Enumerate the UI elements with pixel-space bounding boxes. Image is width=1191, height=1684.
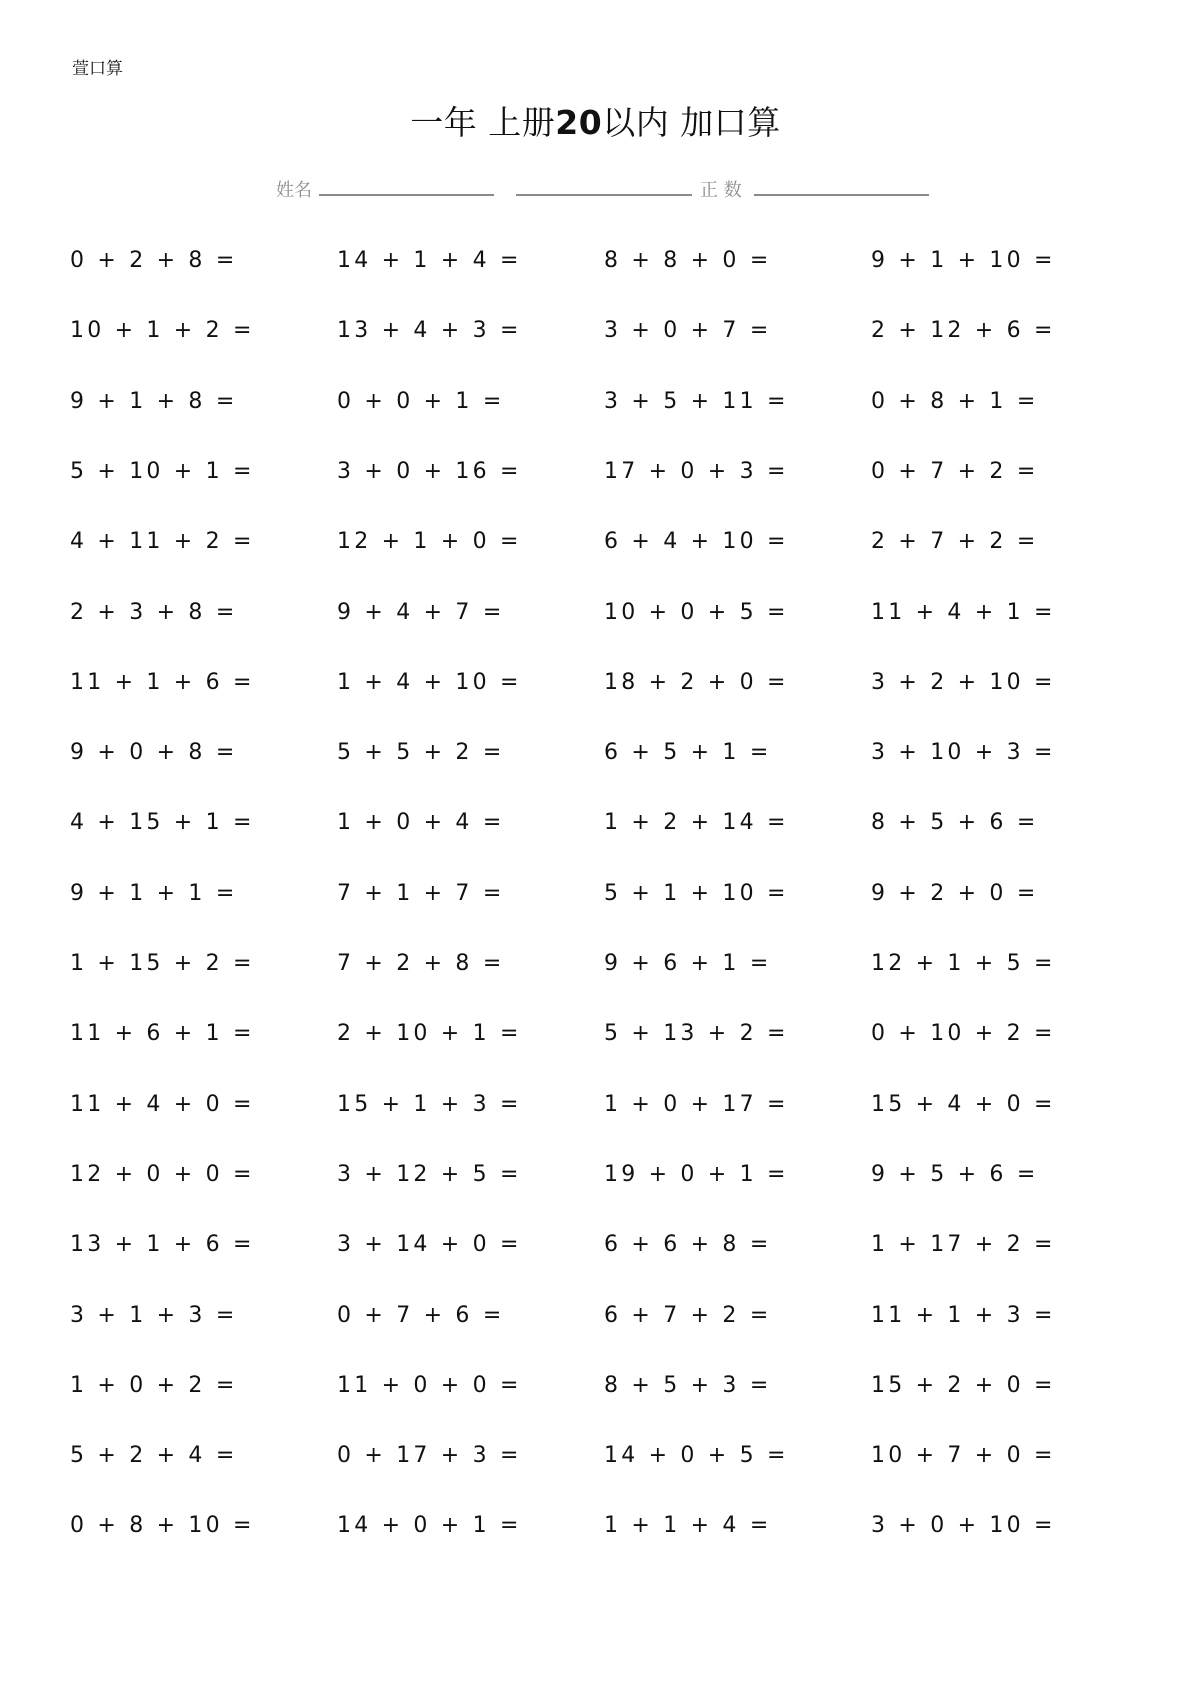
problem-item: 9 + 1 + 8 = xyxy=(70,388,238,414)
problem-item: 14 + 0 + 1 = xyxy=(337,1513,522,1539)
class-field-line[interactable] xyxy=(516,194,692,196)
problem-item: 15 + 2 + 0 = xyxy=(871,1372,1056,1398)
problem-item: 9 + 2 + 0 = xyxy=(871,880,1039,906)
problem-item: 8 + 8 + 0 = xyxy=(604,248,772,273)
problem-item: 11 + 6 + 1 = xyxy=(70,1021,255,1047)
problem-item: 11 + 0 + 0 = xyxy=(337,1372,522,1398)
problem-item: 14 + 1 + 4 = xyxy=(337,248,522,273)
name-label: 姓名 xyxy=(276,180,312,201)
problem-item: 0 + 7 + 2 = xyxy=(871,458,1039,484)
problem-item: 0 + 8 + 1 = xyxy=(871,388,1039,414)
problem-item: 12 + 0 + 0 = xyxy=(70,1161,255,1187)
problem-item: 9 + 0 + 8 = xyxy=(70,740,238,766)
problem-item: 3 + 2 + 10 = xyxy=(871,669,1056,695)
problem-item: 6 + 5 + 1 = xyxy=(604,740,772,766)
problem-item: 0 + 0 + 1 = xyxy=(337,388,505,414)
problem-item: 11 + 4 + 1 = xyxy=(871,599,1056,625)
problem-item: 11 + 1 + 6 = xyxy=(70,669,255,695)
problem-item: 0 + 8 + 10 = xyxy=(70,1513,255,1539)
problem-item: 13 + 4 + 3 = xyxy=(337,318,522,344)
problem-item: 8 + 5 + 3 = xyxy=(604,1372,772,1398)
problem-item: 0 + 2 + 8 = xyxy=(70,248,238,273)
problem-item: 5 + 10 + 1 = xyxy=(70,458,255,484)
problem-item: 6 + 4 + 10 = xyxy=(604,529,789,555)
problem-item: 5 + 2 + 4 = xyxy=(70,1443,238,1469)
problem-item: 9 + 1 + 1 = xyxy=(70,880,238,906)
problem-item: 2 + 12 + 6 = xyxy=(871,318,1056,344)
score-label: 正 数 xyxy=(700,180,742,201)
problem-item: 7 + 2 + 8 = xyxy=(337,951,505,976)
title-part-1: 一年 上册 xyxy=(410,103,556,142)
problem-item: 5 + 13 + 2 = xyxy=(604,1021,789,1047)
problem-item: 3 + 0 + 16 = xyxy=(337,458,522,484)
problem-item: 3 + 0 + 7 = xyxy=(604,318,772,344)
problem-item: 1 + 17 + 2 = xyxy=(871,1232,1056,1258)
problem-item: 3 + 1 + 3 = xyxy=(70,1302,238,1328)
title-number: 20 xyxy=(555,103,603,142)
problem-item: 0 + 7 + 6 = xyxy=(337,1302,505,1328)
problem-item: 12 + 1 + 5 = xyxy=(871,951,1056,976)
problem-item: 10 + 7 + 0 = xyxy=(871,1443,1056,1469)
problem-item: 15 + 4 + 0 = xyxy=(871,1091,1056,1117)
problem-item: 5 + 5 + 2 = xyxy=(337,740,505,766)
problem-item: 10 + 0 + 5 = xyxy=(604,599,789,625)
problem-item: 1 + 1 + 4 = xyxy=(604,1513,772,1539)
problem-item: 9 + 6 + 1 = xyxy=(604,951,772,976)
title-part-2: 以内 加口算 xyxy=(602,103,781,142)
problem-item: 19 + 0 + 1 = xyxy=(604,1161,789,1187)
problem-item: 1 + 0 + 2 = xyxy=(70,1372,238,1398)
problem-item: 13 + 1 + 6 = xyxy=(70,1232,255,1258)
problem-item: 10 + 1 + 2 = xyxy=(70,318,255,344)
header-tag: 萱口算 xyxy=(72,59,123,79)
problem-item: 1 + 0 + 4 = xyxy=(337,810,505,836)
problem-item: 12 + 1 + 0 = xyxy=(337,529,522,555)
problem-item: 0 + 17 + 3 = xyxy=(337,1443,522,1469)
problem-item: 5 + 1 + 10 = xyxy=(604,880,789,906)
problem-item: 6 + 6 + 8 = xyxy=(604,1232,772,1258)
problem-item: 3 + 12 + 5 = xyxy=(337,1161,522,1187)
problem-item: 2 + 3 + 8 = xyxy=(70,599,238,625)
problem-item: 1 + 0 + 17 = xyxy=(604,1091,789,1117)
score-field-line[interactable] xyxy=(754,194,929,196)
problem-item: 3 + 0 + 10 = xyxy=(871,1513,1056,1539)
problem-item: 17 + 0 + 3 = xyxy=(604,458,789,484)
problem-item: 3 + 10 + 3 = xyxy=(871,740,1056,766)
problem-item: 11 + 1 + 3 = xyxy=(871,1302,1056,1328)
problem-item: 4 + 15 + 1 = xyxy=(70,810,255,836)
problem-item: 9 + 1 + 10 = xyxy=(871,248,1056,273)
problem-item: 1 + 15 + 2 = xyxy=(70,951,255,976)
problem-item: 3 + 5 + 11 = xyxy=(604,388,789,414)
problem-item: 2 + 7 + 2 = xyxy=(871,529,1039,555)
problem-item: 8 + 5 + 6 = xyxy=(871,810,1039,836)
page-title xyxy=(0,97,1191,144)
problem-item: 7 + 1 + 7 = xyxy=(337,880,505,906)
problem-item: 6 + 7 + 2 = xyxy=(604,1302,772,1328)
problem-item: 11 + 4 + 0 = xyxy=(70,1091,255,1117)
problem-item: 0 + 10 + 2 = xyxy=(871,1021,1056,1047)
problem-item: 3 + 14 + 0 = xyxy=(337,1232,522,1258)
problem-item: 18 + 2 + 0 = xyxy=(604,669,789,695)
problem-item: 1 + 2 + 14 = xyxy=(604,810,789,836)
problem-item: 2 + 10 + 1 = xyxy=(337,1021,522,1047)
problem-item: 1 + 4 + 10 = xyxy=(337,669,522,695)
name-field-line[interactable] xyxy=(319,194,494,196)
problem-item: 15 + 1 + 3 = xyxy=(337,1091,522,1117)
problem-item: 9 + 5 + 6 = xyxy=(871,1161,1039,1187)
problem-item: 9 + 4 + 7 = xyxy=(337,599,505,625)
problem-item: 14 + 0 + 5 = xyxy=(604,1443,789,1469)
problem-item: 4 + 11 + 2 = xyxy=(70,529,255,555)
